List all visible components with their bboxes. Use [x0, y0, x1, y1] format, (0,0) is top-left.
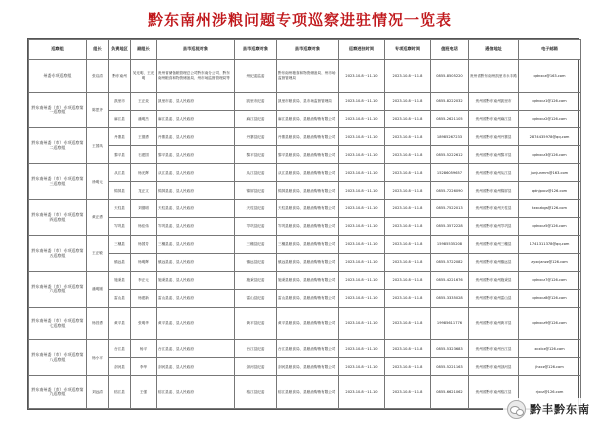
table-cell: 贵州省黔东南州三穗县	[469, 236, 519, 254]
table-cell: 黄平县粮食局、县粮油购销有限公司	[277, 307, 339, 340]
table-cell: 州纪委监委	[235, 60, 277, 93]
table-cell: 张明华	[131, 307, 157, 340]
header-cell: 县市巡视对象	[157, 40, 235, 60]
table-row	[29, 146, 581, 164]
table-cell: 2023.10.8一11.8	[385, 236, 431, 254]
table-cell: 2023.10.8一11.8	[385, 60, 431, 93]
table-cell: 2023.10.8一11.10	[339, 236, 385, 254]
table-cell: 0855-4221676	[431, 271, 469, 289]
table-cell: 刘德明	[131, 200, 157, 218]
table-cell: 2023.10.8一11.10	[339, 289, 385, 307]
table-cell: 2023.10.8一11.8	[385, 92, 431, 110]
wechat-watermark	[503, 398, 594, 420]
table-cell: 黔东南州粮食和物资储备局、州市场监督管理局	[277, 60, 339, 93]
table-row	[29, 164, 581, 182]
table-cell: 镇远县	[109, 254, 131, 272]
table-cell: 雷山县委、县人民政府	[157, 289, 235, 307]
table-cell: 贵州省黔东南州施秉县	[469, 271, 519, 289]
table-cell: 李华	[131, 358, 157, 376]
table-cell: 黎平县委、县人民政府	[157, 146, 235, 164]
table-cell: 施秉县粮食局、县粮油购销有限公司	[277, 271, 339, 289]
table-cell: 贵州省黔东南州凯里市永丰路	[469, 60, 519, 93]
table-cell: 1741311378@qq.com	[519, 236, 581, 254]
table-cell: xcxlcz@126.com	[519, 340, 581, 358]
table-cell: 镇远县纪委	[235, 254, 277, 272]
table-cell: 2023.10.8一11.8	[385, 289, 431, 307]
table-cell: 剑河县	[109, 358, 131, 376]
table-row	[29, 271, 581, 289]
table-cell: 0855-6621062	[431, 376, 469, 409]
table-cell: 2023.10.8一11.10	[339, 200, 385, 218]
table-cell: 天柱县纪委	[235, 200, 277, 218]
table-cell: 黎平县	[109, 146, 131, 164]
group-name-cell: 黔东南州委（市）专项巡察第八巡察组	[29, 340, 87, 376]
wechat-icon	[507, 400, 526, 419]
group-name-cell: 黔东南州委（市）专项巡察第九巡察组	[29, 376, 87, 409]
table-cell: 黄平县委、县人民政府	[157, 307, 235, 340]
table-cell: 台江县纪委	[235, 340, 277, 358]
group-leader-cell: 杨小平	[87, 340, 109, 376]
header-cell: 专项巡察时间	[385, 40, 431, 60]
table-cell: 天柱县委、县人民政府	[157, 200, 235, 218]
table-cell: 三穗县纪委	[235, 236, 277, 254]
table-cell: qdnjpxcz@126.com	[519, 182, 581, 200]
table-cell: 岑巩县纪委	[235, 218, 277, 236]
table-cell: 0855-5222612	[431, 146, 469, 164]
table-cell: 麻江县委、县人民政府	[157, 110, 235, 128]
group-name-cell: 黔东南州委（市）专项巡察第一巡察组	[29, 92, 87, 128]
inspection-table	[28, 39, 581, 409]
table-cell: 19985611776	[431, 307, 469, 340]
header-cell: 巡察组	[29, 40, 87, 60]
table-cell: qdnxcz5@126.com	[519, 218, 581, 236]
table-cell: 凯里市委、县人民政府	[157, 92, 235, 110]
header-cell: 电子邮箱	[519, 40, 581, 60]
group-leader-cell: 黄正勇	[87, 200, 109, 236]
table-cell: 镇远县粮食局、县粮油购销有限公司	[277, 254, 339, 272]
table-cell: junjunmm@163.com	[519, 164, 581, 182]
table-cell: 从江县纪委	[235, 164, 277, 182]
table-cell: 2023.10.8一11.10	[339, 376, 385, 409]
table-cell: 台江县委、县人民政府	[157, 340, 235, 358]
table-row	[29, 358, 581, 376]
table-cell: qdnxcz2@126.com	[519, 110, 581, 128]
group-name-cell: 黔东南州委（市）专项巡察第七巡察组	[29, 307, 87, 340]
table-cell: 2023.10.8一11.10	[339, 307, 385, 340]
table-cell: 贵州省黔东南州黄平县	[469, 307, 519, 340]
table-cell: 2023.10.8一11.10	[339, 164, 385, 182]
table-header-row	[29, 40, 581, 60]
group-leader-cell: 王国凤	[87, 128, 109, 164]
table-cell: 2023.10.8一11.8	[385, 340, 431, 358]
table-cell: 黔东南州	[109, 60, 131, 93]
table-row	[29, 110, 581, 128]
table-cell: 黄平县纪委	[235, 307, 277, 340]
table-cell: 贵州省黔东南州台江县	[469, 340, 519, 358]
table-cell: 榕江县粮食局、县粮油购销有限公司	[277, 376, 339, 409]
table-cell: 贵州省黔东南州黎平县	[469, 146, 519, 164]
table-cell: 黄平县	[109, 307, 131, 340]
table-cell: 丹寨县委、县人民政府	[157, 128, 235, 146]
table-row	[29, 182, 581, 200]
table-cell: 麻江县粮食局、县粮油购销有限公司	[277, 110, 339, 128]
table-cell: 杨光辉	[131, 164, 157, 182]
table-cell: 杨明辉	[131, 254, 157, 272]
table-cell: 从江县委、县人民政府	[157, 164, 235, 182]
group-leader-cell: 王正敏	[87, 236, 109, 272]
table-cell: 2023.10.8一11.8	[385, 218, 431, 236]
table-cell: 锦屏县纪委	[235, 182, 277, 200]
table-cell: 0855-3335028	[431, 289, 469, 307]
table-cell: 岑巩县粮食局、县粮油购销有限公司	[277, 218, 339, 236]
table-cell: 0855-8505220	[431, 60, 469, 93]
table-cell: 贵州省黔东南州麻江县	[469, 110, 519, 128]
header-cell: 组长	[87, 40, 109, 60]
table-cell: 锦屏县委、县人民政府	[157, 182, 235, 200]
group-name-cell: 黔东南州委（市）专项巡察第六巡察组	[29, 271, 87, 307]
table-cell: 2023.10.8一11.8	[385, 254, 431, 272]
table-cell: 台江县	[109, 340, 131, 358]
table-cell: 杨国芳	[131, 236, 157, 254]
table-cell: 2023.10.8一11.10	[339, 146, 385, 164]
table-cell: 杨平	[131, 340, 157, 358]
table-cell: 石建国	[131, 146, 157, 164]
table-cell: 2023.10.8一11.8	[385, 271, 431, 289]
table-cell: 锦屏县	[109, 182, 131, 200]
table-cell: 榕江县委、县人民政府	[157, 376, 235, 409]
table-cell: qdnxcz3@126.com	[519, 146, 581, 164]
table-cell: 丹寨县	[109, 128, 131, 146]
table-cell: 贵州省黔东南州岑巩县	[469, 218, 519, 236]
table-cell: 麻江县纪委	[235, 110, 277, 128]
table-row	[29, 289, 581, 307]
table-cell: 2023.10.8一11.10	[339, 182, 385, 200]
table-cell: zyxcjanzz@126.com	[519, 254, 581, 272]
table-cell: 施秉县委、县人民政府	[157, 271, 235, 289]
table-cell: 2023.10.8一11.10	[339, 128, 385, 146]
table-cell: 三穗县委、县人民政府	[157, 236, 235, 254]
table-cell: qdnxcz1@126.com	[519, 92, 581, 110]
table-cell: 潘明杰	[131, 110, 157, 128]
table-cell: 凯里市粮食局、县市场监督管理局	[277, 92, 339, 110]
table-row	[29, 340, 581, 358]
table-cell: 0855-5221163	[431, 358, 469, 376]
header-cell: 县市巡察对象	[277, 40, 339, 60]
table-cell: 榕江县	[109, 376, 131, 409]
table-cell: 麻江县	[109, 110, 131, 128]
group-name-cell: 黔东南州委（市）专项巡察第三巡察组	[29, 164, 87, 200]
table-row	[29, 92, 581, 110]
table-cell: 天柱县	[109, 200, 131, 218]
table-cell: 天柱县粮食局、县粮油购销有限公司	[277, 200, 339, 218]
table-cell: 台江县粮食局、县粮油购销有限公司	[277, 340, 339, 358]
table-cell: 剑河县委、县人民政府	[157, 358, 235, 376]
table-cell: 雷山县粮食局、县粮油购销有限公司	[277, 289, 339, 307]
table-cell: 贵州省黔东南州丹寨县	[469, 128, 519, 146]
table-cell: 贵州省黔东南州锦屏县	[469, 182, 519, 200]
table-cell: 2023.10.8一11.10	[339, 340, 385, 358]
table-cell: 2023.10.8一11.8	[385, 128, 431, 146]
table-cell: jhxcz@126.com	[519, 358, 581, 376]
table-cell: 丹寨县纪委	[235, 128, 277, 146]
watermark-text: 黔丰黔东南	[530, 403, 590, 416]
table-row	[29, 218, 581, 236]
table-cell: 锦屏县粮食局、县粮油购销有限公司	[277, 182, 339, 200]
header-cell: 负责地区	[109, 40, 131, 60]
table-row	[29, 200, 581, 218]
table-cell: tzxczbgs@126.com	[519, 200, 581, 218]
table-cell: 2023.10.8一11.10	[339, 358, 385, 376]
table-cell: 贵州省黔东南州镇远县	[469, 254, 519, 272]
table-cell: 施秉县	[109, 271, 131, 289]
table-cell: 凯里市	[109, 92, 131, 110]
table-cell: qdnxcz@163.com	[519, 60, 581, 93]
table-cell: 2023.10.8一11.8	[385, 358, 431, 376]
table-cell: 2023.10.8一11.8	[385, 146, 431, 164]
table-cell: 0855-3572228	[431, 218, 469, 236]
table-cell: 2023.10.8一11.10	[339, 92, 385, 110]
table-cell: 王德勇	[131, 128, 157, 146]
header-cell: 巡察进驻时间	[339, 40, 385, 60]
table-cell: 2023.10.8一11.8	[385, 164, 431, 182]
table-cell: rjxcz@126.com	[519, 376, 581, 409]
table-cell: 榕江县纪委	[235, 376, 277, 409]
group-leader-cell: 杨昌勇	[87, 307, 109, 340]
table-cell: qdnxcz8@126.com	[519, 289, 581, 307]
table-cell: 贵州省黔东南州从江县	[469, 164, 519, 182]
table-cell: 三穗县	[109, 236, 131, 254]
table-cell: 施秉县纪委	[235, 271, 277, 289]
table-cell: 王强	[131, 376, 157, 409]
table-cell: 0855-5323683	[431, 340, 469, 358]
document-title: 黔东南州涉粮问题专项巡察进驻情况一览表	[147, 11, 452, 29]
table-cell: 2023.10.8一11.10	[339, 60, 385, 93]
table-cell: 龙正文	[131, 182, 157, 200]
table-cell: 岑巩县委、县人民政府	[157, 218, 235, 236]
group-name-cell: 州委专项巡察组	[29, 60, 87, 93]
group-name-cell: 黔东南州委（市）专项巡察第五巡察组	[29, 236, 87, 272]
table-cell: 黎平县纪委	[235, 146, 277, 164]
table-cell: 2023.10.8一11.10	[339, 110, 385, 128]
table-cell: 雷山县纪委	[235, 289, 277, 307]
table-row	[29, 128, 581, 146]
table-cell: 贵州省黔东南州凯里市	[469, 92, 519, 110]
header-cell: 通信地址	[469, 40, 519, 60]
header-cell: 副组长	[131, 40, 157, 60]
table-cell: 杨建新	[131, 289, 157, 307]
group-leader-cell: 陈思齐	[87, 92, 109, 128]
table-cell: 镇远县委、县人民政府	[157, 254, 235, 272]
group-leader-cell: 刘远清	[87, 376, 109, 409]
table-cell: 贵州省黔东南州剑河县	[469, 358, 519, 376]
table-row	[29, 236, 581, 254]
table-cell: 2023.10.8一11.8	[385, 182, 431, 200]
table-cell: 杨佳伟	[131, 218, 157, 236]
table-cell: 0855-2621105	[431, 110, 469, 128]
header-cell: 值班电话	[431, 40, 469, 60]
table-cell: 剑河县粮食局、县粮油购销有限公司	[277, 358, 339, 376]
table-row	[29, 254, 581, 272]
group-leader-cell: 徐明元	[87, 164, 109, 200]
table-cell: 贵州省黔东南州天柱县	[469, 200, 519, 218]
table-cell: 岑巩县	[109, 218, 131, 236]
table-cell: 王正炎	[131, 92, 157, 110]
table-cell: 2023.10.8一11.8	[385, 376, 431, 409]
table-cell: 从江县粮食局、县粮油购销有限公司	[277, 164, 339, 182]
group-leader-cell: 潘明刚	[87, 271, 109, 307]
group-leader-cell: 张启清	[87, 60, 109, 93]
table-cell: 15985535208	[431, 236, 469, 254]
table-cell: 2023.10.8一11.10	[339, 254, 385, 272]
table-row	[29, 307, 581, 340]
table-cell: 雷山县	[109, 289, 131, 307]
table-cell: 贵州省黔东南州雷山县	[469, 289, 519, 307]
table-cell: 2023.10.8一11.8	[385, 307, 431, 340]
table-cell: 三穗县粮食局、县粮油购销有限公司	[277, 236, 339, 254]
table-cell: 吴光明、王光明	[131, 60, 157, 93]
table-row	[29, 376, 581, 409]
table-cell: 从江县	[109, 164, 131, 182]
table-cell: 剑河县纪委	[235, 358, 277, 376]
table-cell: 0855-8222032	[431, 92, 469, 110]
table-cell: 黎平县粮食局、县粮油购销有限公司	[277, 146, 339, 164]
table-cell: 丹寨县粮食局、县粮油购销有限公司	[277, 128, 339, 146]
table-cell: 2023.10.8一11.10	[339, 271, 385, 289]
table-cell: 凯里市纪委	[235, 92, 277, 110]
table-cell: 贵州省储备粮管理总公司黔东南分公司、黔东南州粮食和物资储备局、州市场监督管理局等	[157, 60, 235, 93]
table-cell: 李正元	[131, 271, 157, 289]
inspection-table-sheet	[27, 38, 579, 410]
table-cell: 2023.10.8一11.10	[339, 218, 385, 236]
header-cell: 县市巡察对象	[235, 40, 277, 60]
table-cell: 贵州省黔东南州榕江县	[469, 376, 519, 409]
table-row	[29, 60, 581, 93]
table-cell: 2023.10.8一11.8	[385, 200, 431, 218]
table-cell: 2874435978@qq.com	[519, 128, 581, 146]
group-name-cell: 黔东南州委（市）专项巡察第二巡察组	[29, 128, 87, 164]
group-name-cell: 黔东南州委（市）专项巡察第四巡察组	[29, 200, 87, 236]
table-cell: 18985267233	[431, 128, 469, 146]
table-cell: 2023.10.8一11.8	[385, 110, 431, 128]
table-cell: qdnxcz9@126.com	[519, 307, 581, 340]
table-cell: 0855-5722082	[431, 254, 469, 272]
table-cell: 0855-7522013	[431, 200, 469, 218]
table-cell: 15286059657	[431, 164, 469, 182]
table-cell: 0855-7226090	[431, 182, 469, 200]
table-cell: qdnxcz7@126.com	[519, 271, 581, 289]
